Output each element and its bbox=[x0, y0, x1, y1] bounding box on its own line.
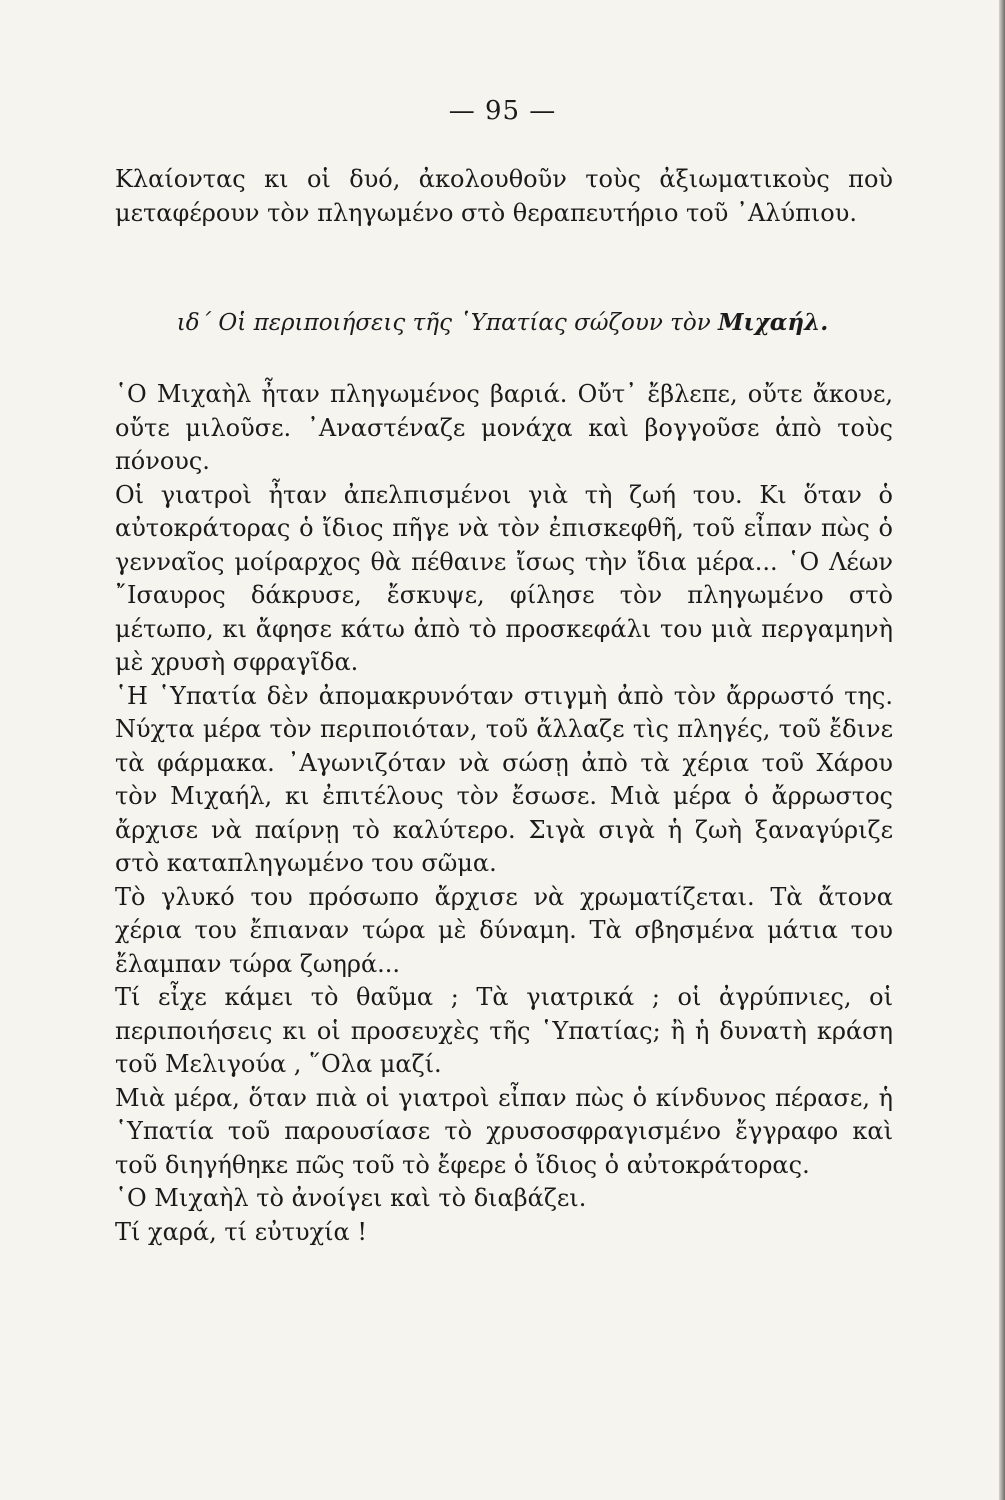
page-edge-shadow bbox=[999, 0, 1005, 1500]
opening-paragraph: Κλαίοντας κι οἱ δυό, ἀκολουθοῦν τοὺς ἀξιωματικοὺς ποὺ μεταφέρουν τὸν πληγωμένο στὸ θεραπευτήριο τοῦ ᾿Αλύπιου. bbox=[115, 165, 893, 227]
chapter-heading bbox=[0, 309, 1005, 336]
chapter-title: Οἱ περιποιήσεις τῆς ῾Υπατίας σώζουν τὸν bbox=[218, 310, 711, 336]
paragraph: Οἱ γιατροὶ ἦταν ἀπελπισμένοι γιὰ τὴ ζωή του. Κι ὅταν ὁ αὐτοκράτορας ὁ ἴδιος πῆγε νὰ τὸν ἐπισκεφθῆ, τοῦ εἶπαν πὼς ὁ γενναῖος μοίραρχος θὰ πέθαινε ἴσως τὴν ἴδια μέρα... ῾Ο Λέων ῎Ισαυρος δάκρυσε, ἔσκυψε, φίλησε τὸν πληγωμένο στὸ μέτωπο, κι ἄφησε κάτω ἀπὸ τὸ προσκεφάλι του μιὰ περγαμηνὴ μὲ χρυσὴ σφραγῖδα. bbox=[115, 480, 893, 676]
paragraph: Τὸ γλυκό του πρόσωπο ἄρχισε νὰ χρωματίζεται. Τὰ ἄτονα χέρια του ἔπιαναν τώρα μὲ δύναμη. Τὰ σβησμένα μάτια του ἔλαμπαν τώρα ζωηρά... bbox=[115, 882, 893, 978]
chapter-number: ιδ΄ bbox=[176, 310, 212, 336]
page-number: — 95 — bbox=[448, 96, 557, 126]
paragraph: ῾Η ῾Υπατία δὲν ἀπομακρυνόταν στιγμὴ ἀπὸ τὸν ἄρρωστό της. Νύχτα μέρα τὸν περιποιόταν, τοῦ ἄλλαζε τὶς πληγές, τοῦ ἔδινε τὰ φάρμακα. ᾿Αγωνιζόταν νὰ σώσῃ ἀπὸ τὰ χέρια τοῦ Χάρου τὸν Μιχαήλ, κι ἐπιτέλους τὸν ἔσωσε. Μιὰ μέρα ὁ ἄρρωστος ἄρχισε νὰ παίρνῃ τὸ καλύτερο. Σιγὰ σιγὰ ἡ ζωὴ ξαναγύριζε στὸ καταπληγωμένο του σῶμα. bbox=[115, 681, 893, 877]
paragraph: ῾Ο Μιχαὴλ τὸ ἀνοίγει καὶ τὸ διαβάζει. bbox=[115, 1184, 587, 1212]
paragraph: ῾Ο Μιχαὴλ ἦταν πληγωμένος βαριά. Οὔτ᾿ ἔβλεπε, οὔτε ἄκουε, οὔτε μιλοῦσε. ᾿Αναστέναζε μονάχα καὶ βογγοῦσε ἀπὸ τοὺς πόνους. bbox=[115, 380, 893, 475]
chapter-body bbox=[115, 378, 893, 1249]
paragraph: Τί εἶχε κάμει τὸ θαῦμα ; Τὰ γιατρικά ; οἱ ἀγρύπνιες, οἱ περιποιήσεις κι οἱ προσευχὲς τῆς ῾Υπατίας; ἢ ἡ δυνατὴ κράση τοῦ Μελιγούα , ῞Ολα μαζί. bbox=[115, 983, 893, 1078]
chapter-title-name: Μιχαήλ. bbox=[718, 309, 829, 336]
paragraph: Τί χαρά, τί εὐτυχία ! bbox=[115, 1217, 368, 1246]
paragraph: Μιὰ μέρα, ὅταν πιὰ οἱ γιατροὶ εἶπαν πὼς ὁ κίνδυνος πέρασε, ἡ ῾Υπατία τοῦ παρουσίασε τὸ χρυσοσφραγισμένο ἔγγραφο καὶ τοῦ διηγήθηκε πῶς τοῦ τὸ ἔφερε ὁ ἴδιος ὁ αὐτοκράτορας. bbox=[115, 1083, 893, 1179]
